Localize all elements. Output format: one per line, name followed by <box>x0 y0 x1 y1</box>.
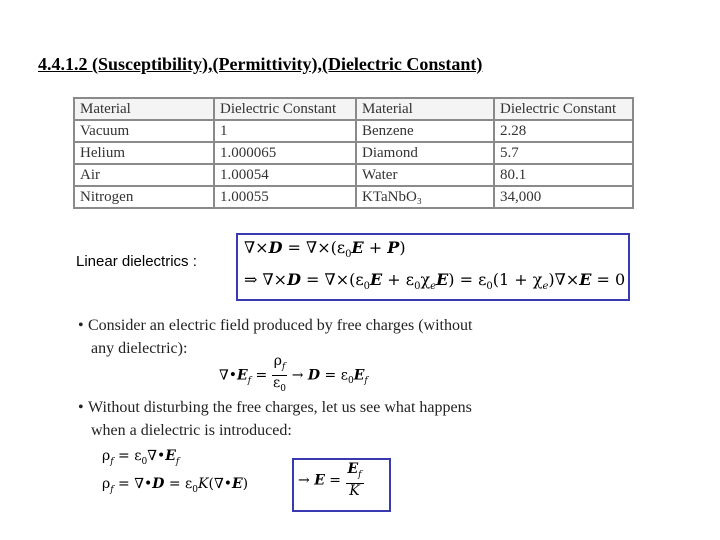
table-row <box>74 186 633 208</box>
table-cell: 1.000065 <box>214 142 356 164</box>
table-cell: Air <box>74 164 214 186</box>
rho-free-formula-2: $\rho_f$ = ∇•D = $\varepsilon_0K(\nabla•E)$ <box>102 476 249 495</box>
bullet-dielectric-introduced: • Without disturbing the free charges, let us see what happens when a dielectric is introduced: <box>78 396 472 442</box>
table-header-cell: Dielectric Constant <box>494 98 633 120</box>
table-cell: 1 <box>214 120 356 142</box>
table-header-cell: Material <box>74 98 214 120</box>
table-cell: Helium <box>74 142 214 164</box>
table-cell: Vacuum <box>74 120 214 142</box>
table-cell: 5.7 <box>494 142 633 164</box>
bullet-text: Without disturbing the free charges, let us see what happens <box>88 399 472 416</box>
table-cell: Benzene <box>356 120 494 142</box>
table-row <box>74 164 633 186</box>
table-header-row <box>74 98 633 120</box>
rho-free-formula-1: $\rho_f$ = $\varepsilon_0\nabla•E_f$ <box>102 448 180 467</box>
section-title: 4.4.1.2 (Susceptibility),(Permittivity),(Dielectric Constant) <box>38 54 483 74</box>
table-cell: 80.1 <box>494 164 633 186</box>
table-cell: 2.28 <box>494 120 633 142</box>
curl-d-equation-line-1: $\nabla\times D = \nabla\times(\varepsilon_0E + P)$ <box>244 238 406 261</box>
bullet-text: Consider an electric field produced by free charges (without <box>88 317 473 334</box>
free-field-formula: $\nabla•E_f$ = $\frac{\rho_f}{\varepsilon_0}$ → $D = \varepsilon_0E_f$ <box>219 353 368 394</box>
linear-dielectrics-label: Linear dielectrics : <box>76 253 197 270</box>
table-cell: 1.00054 <box>214 164 356 186</box>
bullet-text-continued: when a dielectric is introduced: <box>91 422 292 439</box>
table-cell: 34,000 <box>494 186 633 208</box>
table-cell: KTaNbO₃ <box>356 186 494 208</box>
dielectric-constant-table <box>73 97 634 209</box>
table-header-cell: Dielectric Constant <box>214 98 356 120</box>
table-cell: Diamond <box>356 142 494 164</box>
bullet-free-charges: • Consider an electric field produced by free charges (without any dielectric): <box>78 314 472 360</box>
table-row <box>74 120 633 142</box>
table-header-cell: Material <box>356 98 494 120</box>
table-row <box>74 142 633 164</box>
table-cell: Nitrogen <box>74 186 214 208</box>
field-reduction-formula: → E = $\frac{E_f}{K}$ <box>298 461 362 499</box>
curl-d-equation-line-2: ⇒ $\nabla\times D = \nabla\times(\varepsilon_0E + \varepsilon_0\chi_eE) = \varepsilon_0(1 + \chi_e)\nabla\times E = 0$ <box>244 270 626 293</box>
table-cell: 1.00055 <box>214 186 356 208</box>
table-cell: Water <box>356 164 494 186</box>
bullet-text-continued: any dielectric): <box>91 340 188 357</box>
